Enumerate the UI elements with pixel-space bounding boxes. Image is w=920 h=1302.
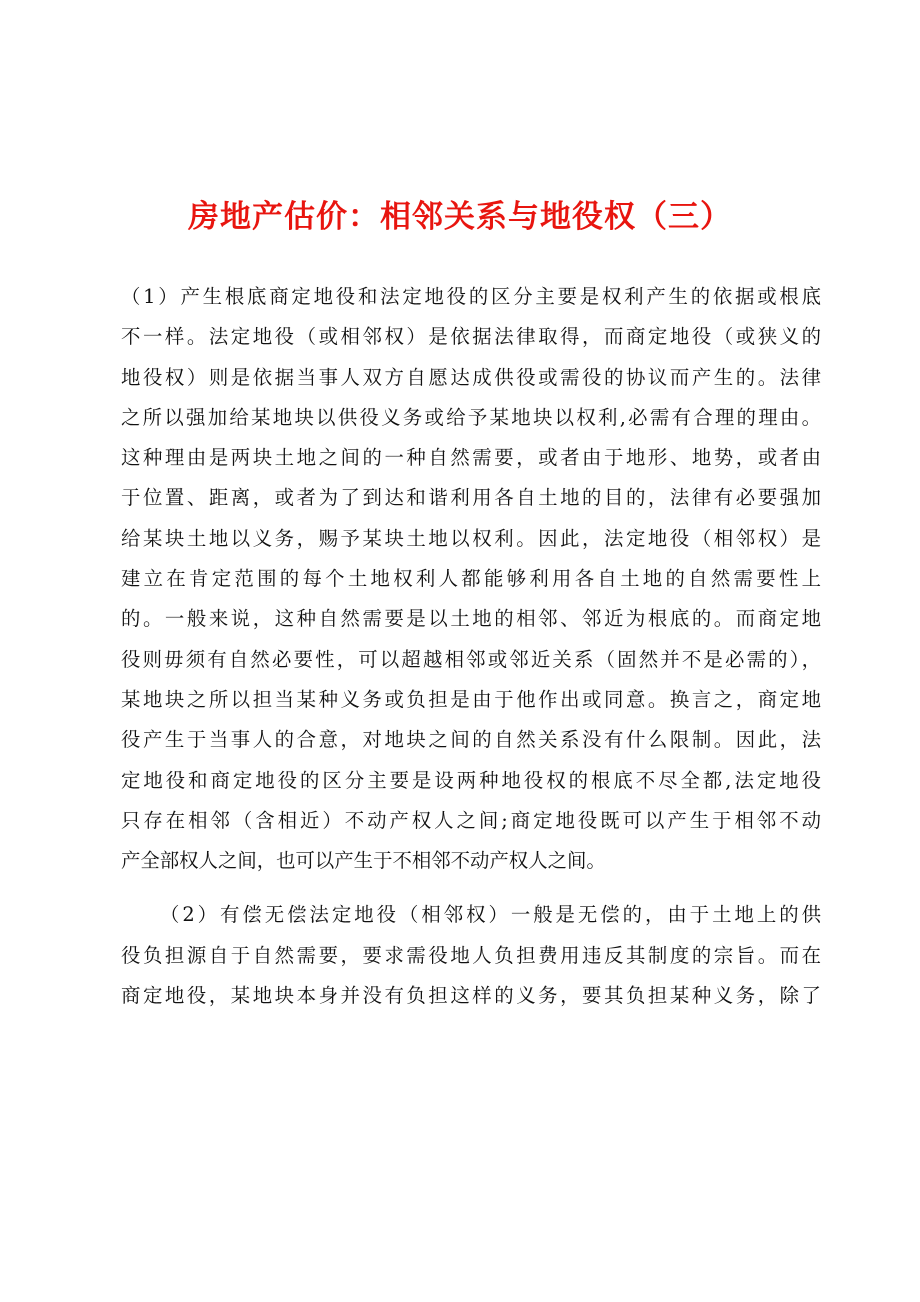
text-line: 定地役和商定地役的区分主要是设两种地役权的根底不尽全都,法定地役 [121,768,821,792]
text-line: 的。一般来说，这种自然需要是以土地的相邻、邻近为根底的。而商定地 [121,607,821,631]
text-line: 给某块土地以义务，赐予某块土地以权利。因此，法定地役（相邻权）是 [121,526,821,550]
document-title: 房地产估价：相邻关系与地役权（三） [188,199,732,235]
paragraph-1 [121,277,821,881]
text-line: 于位置、距离，或者为了到达和谐利用各自土地的目的，法律有必要强加 [121,486,821,510]
text-line: 产全部权人之间，也可以产生于不相邻不动产权人之间。 [121,849,606,873]
document-body [121,277,821,1016]
text-line: 役产生于当事人的合意，对地块之间的自然关系没有什么限制。因此，法 [121,728,821,752]
text-line: 只存在相邻（含相近）不动产权人之间;商定地役既可以产生于相邻不动 [121,808,821,832]
text-line: 役负担源自于自然需要，要求需役地人负担费用违反其制度的宗旨。而在 [121,943,821,967]
text-line: 役则毋须有自然必要性，可以超越相邻或邻近关系（固然并不是必需的）， [121,647,821,671]
text-line: 某地块之所以担当某种义务或负担是由于他作出或同意。换言之，商定地 [121,687,821,711]
text-line: 地役权）则是依据当事人双方自愿达成供役或需役的协议而产生的。法律 [121,365,821,389]
text-line: 商定地役，某地块本身并没有负担这样的义务，要其负担某种义务，除了 [121,984,821,1008]
text-line: 建立在肯定范围的每个土地权利人都能够利用各自土地的自然需要性上 [121,567,821,591]
paragraph-2 [121,895,821,1016]
text-line: 之所以强加给某地块以供役义务或给予某地块以权利,必需有合理的理由。 [121,405,821,429]
text-line: （1）产生根底商定地役和法定地役的区分主要是权利产生的依据或根底 [121,285,821,308]
text-line: 这种理由是两块土地之间的一种自然需要，或者由于地形、地势，或者由 [121,446,821,470]
text-line: 不一样。法定地役（或相邻权）是依据法律取得，而商定地役（或狭义的 [121,325,821,349]
text-line: （2）有偿无偿法定地役（相邻权）一般是无偿的，由于土地上的供 [160,903,821,927]
